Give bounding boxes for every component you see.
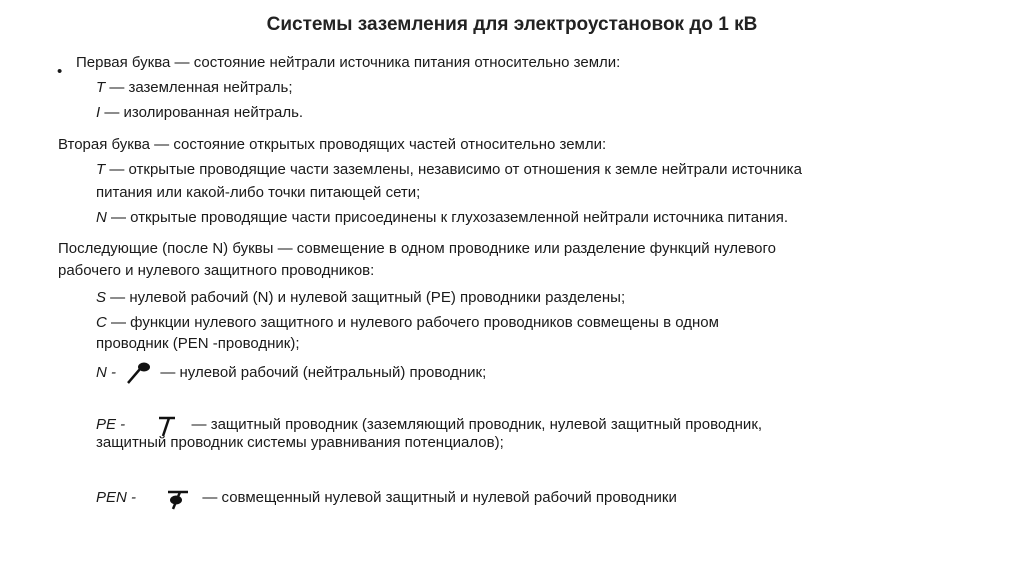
symbol-pe-row-cont: защитный проводник системы уравнивания потенциалов);: [96, 434, 504, 451]
second-letter-item-n: [96, 209, 788, 227]
item-text: — нулевой рабочий (N) и нулевой защитный (PE) проводники разделены;: [106, 289, 626, 306]
symbol-text: — нулевой рабочий (нейтральный) проводник;: [160, 363, 487, 381]
symbol-text: — защитный проводник (заземляющий проводник, нулевой защитный проводник,: [191, 415, 763, 433]
first-letter-intro: Первая буква — состояние нейтрали источника питания относительно земли:: [76, 54, 621, 71]
page-title: Системы заземления для электроустановок до 1 кВ: [266, 14, 758, 35]
symbol-label: PEN -: [96, 488, 137, 506]
symbol-label: PE -: [96, 415, 126, 433]
bullet-marker: •: [57, 63, 63, 80]
second-letter-item-t-cont: питания или какой-либо точки питающей сети;: [96, 184, 421, 201]
second-letter-intro: Вторая буква — состояние открытых проводящих частей относительно земли:: [58, 136, 607, 153]
symbol-label: N -: [96, 363, 116, 381]
item-text: — изолированная нейтраль.: [100, 104, 304, 121]
second-letter-item-t: [96, 161, 802, 179]
letter-t: T: [96, 161, 106, 178]
first-letter-item-t: [96, 79, 293, 97]
neutral-conductor-icon: [122, 361, 156, 385]
first-letter-item-i: [96, 104, 303, 122]
subsequent-item-s: [96, 289, 625, 307]
pen-conductor-icon: [158, 485, 198, 511]
subsequent-item-c: [96, 314, 719, 332]
letter-i: I: [96, 104, 101, 121]
letter-s: S: [96, 289, 107, 306]
symbol-n-row: [96, 361, 486, 385]
symbol-pen-row: [96, 485, 677, 511]
subsequent-item-c-cont: проводник (PEN -проводник);: [96, 335, 300, 352]
subsequent-intro-cont: рабочего и нулевого защитного проводников:: [58, 262, 375, 279]
item-text: — открытые проводящие части заземлены, независимо от отношения к земле нейтрали источника: [105, 161, 802, 178]
letter-n: N: [96, 209, 107, 226]
item-text: — открытые проводящие части присоединены к глухозаземленной нейтрали источника питания.: [106, 209, 788, 226]
letter-c: C: [96, 314, 107, 331]
subsequent-intro: Последующие (после N) буквы — совмещение в одном проводнике или разделение функций нулевого: [58, 240, 777, 257]
item-text: — заземленная нейтраль;: [105, 79, 293, 96]
symbol-text: — совмещенный нулевой защитный и нулевой рабочий проводники: [202, 488, 677, 506]
letter-t: T: [96, 79, 106, 96]
item-text: — функции нулевого защитного и нулевого рабочего проводников совмещены в одном: [106, 314, 719, 331]
